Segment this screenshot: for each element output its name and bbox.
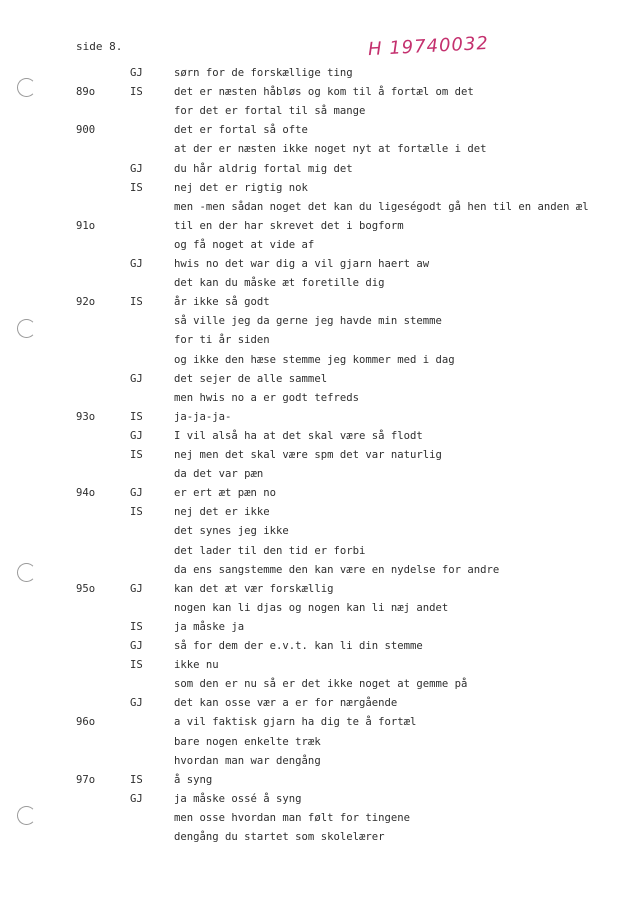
line-text: ja måske ossé å syng	[174, 792, 302, 805]
line-text: til en der har skrevet det i bogform	[174, 219, 404, 232]
line-text: ja-ja-ja-	[174, 410, 232, 423]
transcript-line	[0, 637, 637, 655]
transcript-line	[0, 522, 637, 540]
transcript-line	[0, 542, 637, 560]
transcript-line	[0, 561, 637, 579]
transcript-line	[0, 503, 637, 521]
speaker-code: GJ	[130, 487, 143, 500]
transcript-line	[0, 331, 637, 349]
transcript-line	[0, 83, 637, 101]
transcript-line	[0, 465, 637, 483]
line-text: dengång du startet som skolelærer	[174, 831, 385, 843]
page-label: side 8.	[76, 40, 123, 53]
line-number: 91o	[76, 219, 96, 232]
transcript-line	[0, 675, 637, 693]
transcript-line	[0, 828, 637, 846]
line-text: ja måske ja	[174, 620, 245, 633]
transcript-line	[0, 64, 637, 82]
transcript-line	[0, 809, 637, 827]
transcript-line	[0, 446, 637, 464]
speaker-code: GJ	[130, 372, 143, 385]
speaker-code: GJ	[130, 697, 143, 710]
speaker-code: IS	[130, 773, 143, 786]
line-text: det sejer de alle sammel	[174, 372, 328, 385]
line-text: som den er nu så er det ikke noget at gemme på	[174, 678, 468, 691]
line-text: og få noget at vide af	[174, 238, 315, 251]
line-text: nogen kan li djas og nogen kan li næj andet	[174, 601, 449, 614]
archive-id-stamp: H 19740032	[367, 32, 490, 61]
line-number: 94o	[76, 487, 96, 500]
transcript-line	[0, 293, 637, 311]
speaker-code: GJ	[130, 792, 143, 805]
line-text: så for dem der e.v.t. kan li din stemme	[174, 640, 423, 652]
line-text: å syng	[174, 773, 213, 786]
line-text: for ti år siden	[174, 334, 270, 347]
speaker-code: IS	[130, 449, 143, 461]
transcript-line	[0, 771, 637, 789]
transcript-line	[0, 408, 637, 426]
transcript-line	[0, 351, 637, 369]
transcript-line	[0, 121, 637, 139]
line-text: men hwis no a er godt tefreds	[174, 391, 359, 404]
transcript-line	[0, 580, 637, 598]
speaker-code: IS	[130, 296, 143, 309]
line-text: ikke nu	[174, 659, 219, 672]
transcript-line	[0, 694, 637, 712]
transcript-line	[0, 140, 637, 158]
line-text: så ville jeg da gerne jeg havde min stemme	[174, 315, 442, 328]
transcript-line	[0, 160, 637, 178]
transcript-line	[0, 255, 637, 273]
line-text: hvordan man war dengång	[174, 754, 321, 767]
transcript-line	[0, 236, 637, 254]
line-text: da ens sangstemme den kan være en nydelse for andre	[174, 563, 500, 576]
line-text: da det var pæn	[174, 468, 264, 481]
transcript-line	[0, 198, 637, 216]
transcript-line	[0, 484, 637, 502]
line-number: 92o	[76, 296, 96, 309]
transcript-line	[0, 713, 637, 731]
line-number: 97o	[76, 773, 96, 786]
line-text: sørn for de forskællige ting	[174, 67, 353, 79]
line-text: du hår aldrig fortal mig det	[174, 162, 353, 175]
line-text: bare nogen enkelte træk	[174, 735, 321, 748]
line-text: det kan osse vær a er for nærgående	[174, 697, 398, 710]
line-text: det synes jeg ikke	[174, 525, 289, 538]
transcript-line	[0, 274, 637, 292]
line-text: hwis no det war dig a vil gjarn haert aw	[174, 258, 430, 270]
speaker-code: IS	[130, 410, 143, 423]
speaker-code: IS	[130, 620, 143, 633]
line-text: er ert æt pæn no	[174, 487, 277, 500]
transcript-line	[0, 656, 637, 674]
transcript-line	[0, 790, 637, 808]
line-text: nej men det skal være spm det var naturlig	[174, 449, 442, 461]
transcript-line	[0, 102, 637, 120]
speaker-code: IS	[130, 86, 143, 99]
line-text: nej det er rigtig nok	[174, 181, 308, 194]
line-text: at der er næsten ikke noget nyt at fortælle i det	[174, 143, 487, 156]
transcript-line	[0, 618, 637, 636]
transcript-line	[0, 217, 637, 235]
line-text: og ikke den hæse stemme jeg kommer med i dag	[174, 353, 455, 366]
speaker-code: GJ	[130, 640, 143, 652]
speaker-code: GJ	[130, 162, 143, 175]
line-number: 95o	[76, 582, 96, 595]
line-text: det kan du måske æt foretille dig	[174, 277, 385, 290]
line-text: det er fortal så ofte	[174, 124, 308, 137]
transcript-line	[0, 389, 637, 407]
transcript-line	[0, 179, 637, 197]
speaker-code: GJ	[130, 258, 143, 270]
transcript-line	[0, 599, 637, 617]
speaker-code: GJ	[130, 582, 143, 595]
line-text: a vil faktisk gjarn ha dig te å fortæl	[174, 716, 417, 729]
line-text: nej det er ikke	[174, 506, 270, 519]
line-text: det lader til den tid er forbi	[174, 544, 366, 557]
line-number: 96o	[76, 716, 96, 729]
speaker-code: GJ	[130, 429, 143, 442]
speaker-code: IS	[130, 506, 143, 519]
speaker-code: IS	[130, 181, 143, 194]
line-text: men osse hvordan man følt for tingene	[174, 811, 410, 824]
line-text: I vil alså ha at det skal være så flodt	[174, 429, 423, 442]
transcript-line	[0, 312, 637, 330]
line-text: kan det æt vær forskællig	[174, 582, 334, 595]
speaker-code: IS	[130, 659, 143, 672]
line-number: 89o	[76, 86, 96, 99]
speaker-code: GJ	[130, 67, 143, 79]
line-text: men -men sådan noget det kan du ligeségodt gå hen til en anden æl	[174, 200, 589, 213]
line-text: for det er fortal til så mange	[174, 105, 366, 118]
transcript-line	[0, 427, 637, 445]
transcript-line	[0, 752, 637, 770]
transcript-line	[0, 370, 637, 388]
line-text: år ikke så godt	[174, 296, 270, 309]
line-number: 93o	[76, 410, 96, 423]
line-number: 900	[76, 124, 96, 137]
line-text: det er næsten håbløs og kom til å fortæl om det	[174, 86, 474, 99]
transcript-line	[0, 733, 637, 751]
